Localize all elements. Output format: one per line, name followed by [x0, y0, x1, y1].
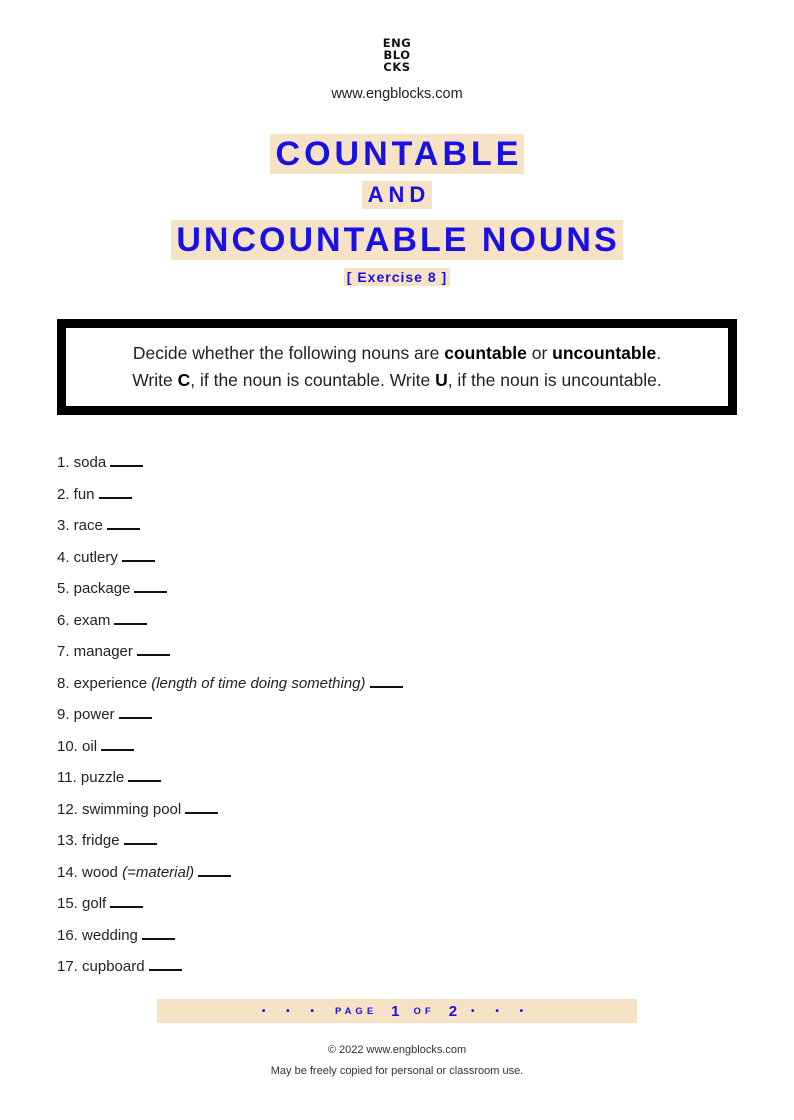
pager-dots-right: • • •	[471, 1005, 533, 1017]
exercise-list	[57, 452, 403, 988]
pager-dots-left: • • •	[261, 1005, 323, 1017]
exercise-item	[57, 547, 403, 579]
item-label: 4. cutlery	[57, 548, 118, 566]
exercise-item	[57, 862, 403, 894]
item-note: (length of time doing something)	[151, 674, 366, 692]
exercise-item	[57, 578, 403, 610]
answer-blank[interactable]	[134, 579, 167, 593]
instr-text: Decide whether the following nouns are	[132, 343, 445, 363]
answer-blank[interactable]	[110, 453, 143, 467]
exercise-item	[57, 925, 403, 957]
exercise-item	[57, 673, 403, 705]
answer-blank[interactable]	[122, 548, 155, 562]
title-line-3	[0, 220, 794, 260]
item-label: 11. puzzle	[57, 769, 125, 786]
instr-bold-countable: countable	[444, 343, 527, 363]
item-label: 8. experience	[57, 674, 148, 692]
instr-text: Write	[132, 370, 178, 390]
item-label: 16. wedding	[57, 926, 138, 944]
answer-blank[interactable]	[101, 737, 134, 751]
answer-blank[interactable]	[142, 926, 175, 940]
item-label: 9. power	[57, 706, 115, 723]
answer-blank[interactable]	[124, 831, 157, 845]
item-label: 1. soda	[57, 454, 107, 471]
exercise-item	[57, 704, 403, 736]
answer-blank[interactable]	[149, 957, 182, 971]
exercise-item	[57, 515, 403, 547]
instruction-line-2	[132, 367, 662, 394]
item-note: (=material)	[122, 863, 195, 881]
item-label: 6. exam	[57, 611, 111, 629]
item-label: 7. manager	[57, 643, 133, 660]
answer-blank[interactable]	[107, 516, 140, 530]
instr-bold-c: C	[177, 370, 191, 390]
item-label: 13. fridge	[57, 832, 120, 849]
instr-text: , if the noun is uncountable.	[447, 370, 662, 390]
pager-page-label: PAGE	[334, 1005, 378, 1017]
item-label: 17. cupboard	[57, 958, 145, 975]
title-line-1	[0, 134, 794, 174]
instr-bold-u: U	[435, 370, 448, 390]
exercise-item	[57, 830, 403, 862]
answer-blank[interactable]	[198, 863, 231, 877]
site-url[interactable]: www.engblocks.com	[331, 86, 463, 102]
answer-blank[interactable]	[128, 768, 161, 782]
license-note: May be freely copied for personal or classroom use.	[270, 1065, 524, 1077]
pager-current: 1	[391, 1002, 400, 1020]
exercise-label-wrap	[0, 268, 794, 287]
answer-blank[interactable]	[185, 800, 218, 814]
instruction-line-1	[133, 340, 661, 367]
logo-line: CKS	[383, 60, 411, 74]
engblocks-logo	[0, 37, 794, 73]
title-line-2	[0, 181, 794, 209]
title-uncountable-nouns: UNCOUNTABLE NOUNS	[171, 220, 622, 260]
answer-blank[interactable]	[370, 674, 403, 688]
exercise-item	[57, 452, 403, 484]
title-countable: COUNTABLE	[270, 134, 525, 174]
exercise-item	[57, 736, 403, 768]
instr-bold-uncountable: uncountable	[552, 343, 657, 363]
item-label: 15. golf	[57, 895, 107, 912]
page-indicator	[157, 999, 637, 1023]
instr-text: or	[526, 343, 553, 363]
item-label: 10. oil	[57, 737, 98, 755]
answer-blank[interactable]	[114, 611, 147, 625]
pager-of-label: OF	[413, 1005, 435, 1017]
item-label: 3. race	[57, 517, 103, 534]
answer-blank[interactable]	[99, 485, 132, 499]
instr-text: , if the noun is countable. Write	[190, 370, 436, 390]
pager-total: 2	[448, 1002, 458, 1020]
logo-line: ENG	[382, 36, 412, 50]
exercise-item	[57, 956, 403, 988]
item-label: 2. fun	[57, 485, 95, 503]
instr-text: .	[656, 343, 662, 363]
answer-blank[interactable]	[137, 642, 170, 656]
exercise-item	[57, 767, 403, 799]
exercise-item	[57, 610, 403, 642]
title-and: AND	[362, 181, 433, 209]
item-label: 12. swimming pool	[57, 800, 182, 818]
exercise-label: [ Exercise 8 ]	[344, 268, 450, 286]
exercise-item	[57, 799, 403, 831]
item-label: 5. package	[57, 580, 131, 597]
answer-blank[interactable]	[119, 705, 152, 719]
instructions-box	[57, 319, 737, 415]
exercise-item	[57, 893, 403, 925]
copyright: © 2022 www.engblocks.com	[327, 1044, 467, 1056]
item-label: 14. wood	[57, 863, 118, 881]
exercise-item	[57, 484, 403, 516]
exercise-item	[57, 641, 403, 673]
logo-line: BLO	[383, 48, 411, 62]
answer-blank[interactable]	[110, 894, 143, 908]
